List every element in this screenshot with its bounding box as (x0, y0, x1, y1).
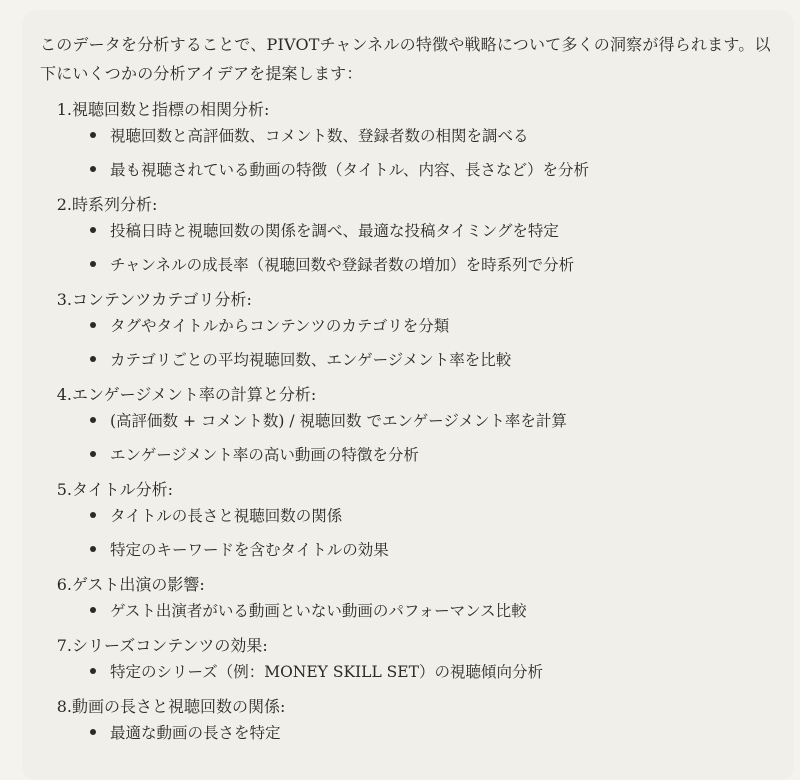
analysis-ideas-list (40, 98, 776, 745)
section-bullets (40, 315, 776, 372)
bullet-text: 最も視聴されている動画の特徴（タイトル、内容、長さなど）を分析 (110, 161, 589, 179)
bullet-dot-icon (90, 417, 96, 423)
bullet-item (90, 410, 776, 433)
bullet-item (90, 125, 776, 148)
analysis-section (40, 634, 776, 684)
bullet-item (90, 315, 776, 338)
bullet-text: ゲスト出演者がいる動画といない動画のパフォーマンス比較 (110, 602, 527, 620)
bullet-item (90, 220, 776, 243)
section-number: 8. (56, 697, 72, 716)
section-title: シリーズコンテンツの効果: (72, 636, 268, 655)
section-number: 4. (56, 385, 72, 404)
section-bullets (40, 600, 776, 623)
analysis-section (40, 288, 776, 372)
section-title: 時系列分析: (72, 195, 158, 214)
bullet-text: 投稿日時と視聴回数の関係を調べ、最適な投稿タイミングを特定 (110, 222, 559, 240)
bullet-dot-icon (90, 356, 96, 362)
section-number: 2. (56, 195, 72, 214)
section-number: 5. (56, 480, 72, 499)
section-title: 動画の長さと視聴回数の関係: (72, 697, 286, 716)
bullet-item (90, 600, 776, 623)
section-bullets (40, 722, 776, 745)
bullet-dot-icon (90, 546, 96, 552)
bullet-dot-icon (90, 729, 96, 735)
section-bullets (40, 125, 776, 182)
bullet-item (90, 539, 776, 562)
section-number: 7. (56, 636, 72, 655)
bullet-dot-icon (90, 322, 96, 328)
section-bullets (40, 505, 776, 562)
bullet-item (90, 444, 776, 467)
section-heading (40, 98, 776, 121)
analysis-section (40, 98, 776, 182)
bullet-dot-icon (90, 451, 96, 457)
section-heading (40, 288, 776, 311)
bullet-item (90, 505, 776, 528)
section-heading (40, 193, 776, 216)
bullet-dot-icon (90, 227, 96, 233)
section-heading (40, 573, 776, 596)
bullet-text: 最適な動画の長さを特定 (110, 724, 281, 742)
bullet-dot-icon (90, 261, 96, 267)
section-heading (40, 634, 776, 657)
bullet-text: 特定のシリーズ（例：MONEY SKILL SET）の視聴傾向分析 (110, 663, 543, 681)
analysis-section (40, 573, 776, 623)
section-title: タイトル分析: (72, 480, 174, 499)
analysis-section (40, 695, 776, 745)
bullet-text: エンゲージメント率の高い動画の特徴を分析 (110, 446, 419, 464)
bullet-text: (高評価数 + コメント数) / 視聴回数 でエンゲージメント率を計算 (110, 412, 567, 430)
bullet-item (90, 254, 776, 277)
bullet-item (90, 349, 776, 372)
bullet-item (90, 722, 776, 745)
bullet-text: カテゴリごとの平均視聴回数、エンゲージメント率を比較 (110, 351, 512, 369)
section-bullets (40, 661, 776, 684)
analysis-section (40, 478, 776, 562)
section-heading (40, 478, 776, 501)
section-heading (40, 695, 776, 718)
bullet-dot-icon (90, 607, 96, 613)
section-title: 視聴回数と指標の相関分析: (72, 100, 270, 119)
message-intro: このデータを分析することで、PIVOTチャンネルの特徴や戦略について多くの洞察が得られます。以下にいくつかの分析アイデアを提案します： (40, 35, 771, 83)
section-heading (40, 383, 776, 406)
bullet-item (90, 159, 776, 182)
section-title: ゲスト出演の影響: (72, 575, 205, 594)
bullet-dot-icon (90, 512, 96, 518)
bullet-text: 視聴回数と高評価数、コメント数、登録者数の相関を調べる (110, 127, 529, 145)
bullet-item (90, 661, 776, 684)
section-bullets (40, 410, 776, 467)
assistant-message (22, 10, 794, 780)
bullet-text: チャンネルの成長率（視聴回数や登録者数の増加）を時系列で分析 (110, 256, 575, 274)
section-number: 1. (56, 100, 72, 119)
section-number: 3. (56, 290, 72, 309)
analysis-section (40, 193, 776, 277)
bullet-text: タグやタイトルからコンテンツのカテゴリを分類 (110, 317, 450, 335)
bullet-text: タイトルの長さと視聴回数の関係 (110, 507, 343, 525)
analysis-section (40, 383, 776, 467)
section-title: コンテンツカテゴリ分析: (72, 290, 252, 309)
section-title: エンゲージメント率の計算と分析: (72, 385, 317, 404)
bullet-dot-icon (90, 166, 96, 172)
bullet-dot-icon (90, 668, 96, 674)
bullet-dot-icon (90, 132, 96, 138)
bullet-text: 特定のキーワードを含むタイトルの効果 (110, 541, 389, 559)
section-bullets (40, 220, 776, 277)
section-number: 6. (56, 575, 72, 594)
